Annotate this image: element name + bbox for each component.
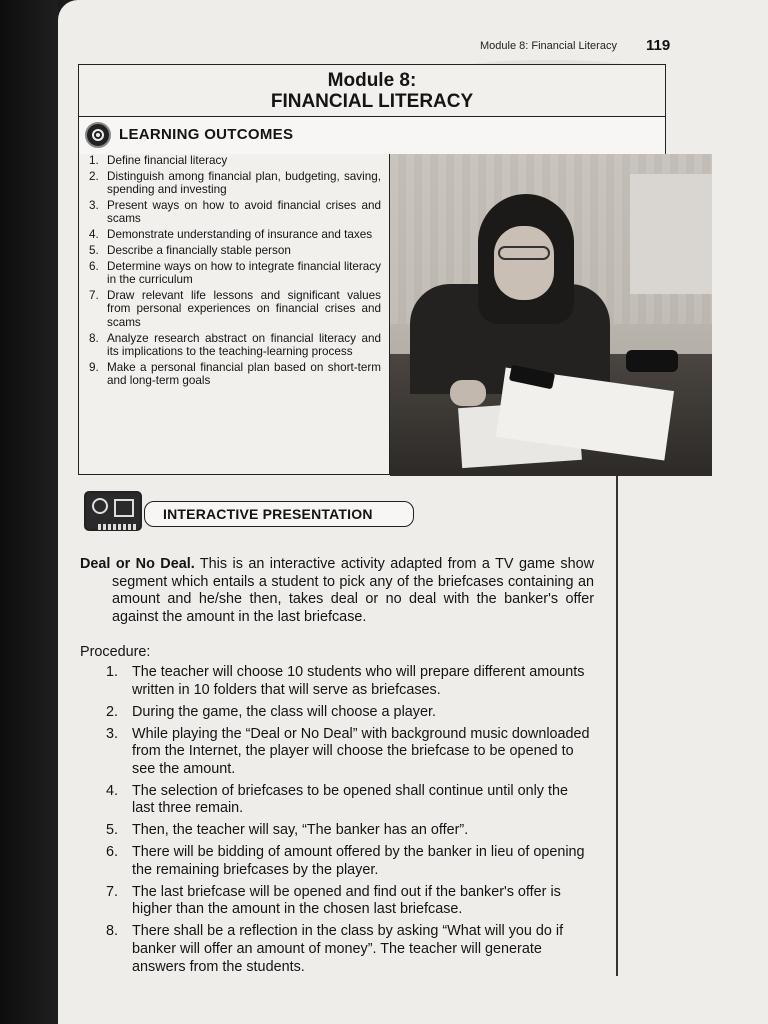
item-number: 2. <box>89 169 99 183</box>
item-number: 5. <box>106 822 119 839</box>
item-number: 5. <box>89 244 99 257</box>
running-head: Module 8: Financial Literacy <box>480 40 617 52</box>
outcome-item <box>85 289 381 329</box>
photo-pouch <box>626 350 678 372</box>
item-text: Present ways on how to avoid financial crises and scams <box>107 199 381 226</box>
item-number: 8. <box>89 331 99 345</box>
outcome-item <box>85 199 381 226</box>
learning-outcomes-box <box>78 154 390 475</box>
procedure-step <box>80 844 594 879</box>
item-text: Then, the teacher will say, “The banker has an offer”. <box>132 822 469 839</box>
item-text: The selection of briefcases to be opened shall continue until only the last three remain. <box>132 782 568 817</box>
item-text: While playing the “Deal or No Deal” with background music downloaded from the Internet, the player will choose the briefcase to be opened to see the amount. <box>132 725 590 777</box>
item-number: 2. <box>106 703 119 720</box>
procedure-step <box>80 726 594 779</box>
procedure-step <box>80 884 594 919</box>
outcome-item <box>85 170 381 197</box>
item-text: The last briefcase will be opened and find out if the banker's offer is higher than the amount in the chosen last briefcase. <box>132 883 561 918</box>
keyboard-icon <box>98 524 138 530</box>
procedure-label: Procedure: <box>80 644 151 661</box>
target-icon <box>85 122 111 148</box>
item-text: Draw relevant life lessons and significant values from personal experiences on financial crises and scams <box>107 289 381 329</box>
column-divider <box>616 476 618 976</box>
learning-outcomes-header <box>78 116 666 156</box>
outcome-item <box>85 154 381 167</box>
interactive-presentation-header <box>80 489 416 535</box>
item-text: Determine ways on how to integrate financial literacy in the curriculum <box>107 259 381 287</box>
item-number: 3. <box>89 199 99 212</box>
item-text: There shall be a reflection in the class by asking “What will you do if banker will offer an amount of money”. The teacher will generate answers from the students. <box>132 923 564 975</box>
outcome-item <box>85 244 381 257</box>
item-text: Describe a financially stable person <box>107 244 291 257</box>
outcome-item <box>85 260 381 287</box>
item-number: 9. <box>89 360 99 374</box>
module-title-number: Module 8: <box>327 70 417 91</box>
interactive-body <box>80 556 594 981</box>
photo-hand <box>450 380 486 406</box>
item-text: Demonstrate understanding of insurance and taxes <box>107 228 373 242</box>
item-text: Distinguish among financial plan, budgeting, saving, spending and investing <box>107 169 381 197</box>
outcome-item <box>85 361 381 388</box>
item-number: 8. <box>106 923 119 940</box>
procedure-step <box>80 664 594 699</box>
activity-name: Deal or No Deal. <box>80 556 195 572</box>
activity-description: This is an interactive activity adapted from a TV game show segment which entails a student to pick any of the briefcases containing an amount and he/she then, takes deal or no deal with the banker's offer against the amount in the last briefcase. <box>112 556 594 625</box>
teacher-photo <box>390 154 712 476</box>
item-number: 7. <box>106 883 119 900</box>
item-text: Analyze research abstract on financial literacy and its implications to the teaching-learning process <box>107 331 381 359</box>
photo-paper-on-wall <box>630 174 712 294</box>
activity-intro <box>80 556 594 626</box>
photo-glasses <box>498 246 550 260</box>
item-text: Make a personal financial plan based on short-term and long-term goals <box>107 360 381 388</box>
item-text: There will be bidding of amount offered by the banker in lieu of opening the remaining briefcases by the player. <box>132 844 585 878</box>
item-number: 1. <box>106 663 119 680</box>
item-number: 3. <box>106 725 119 742</box>
item-text: During the game, the class will choose a player. <box>132 703 436 720</box>
outcome-item <box>85 332 381 359</box>
item-number: 6. <box>106 844 119 861</box>
learning-outcomes-list <box>85 154 381 390</box>
procedure-steps <box>80 664 594 976</box>
book-spine-shadow <box>0 0 58 1024</box>
item-text: Define financial literacy <box>107 154 228 167</box>
photo-person-face <box>494 226 554 300</box>
item-number: 4. <box>89 228 99 242</box>
learning-outcomes-heading: LEARNING OUTCOMES <box>119 126 294 143</box>
item-number: 1. <box>89 154 99 167</box>
procedure-step <box>80 704 594 722</box>
item-number: 6. <box>89 259 99 273</box>
interactive-presentation-heading: INTERACTIVE PRESENTATION <box>163 506 373 522</box>
interactive-presentation-label-box <box>144 501 414 527</box>
procedure-step <box>80 822 594 840</box>
procedure-step <box>80 783 594 818</box>
module-title-name: FINANCIAL LITERACY <box>270 91 474 112</box>
item-number: 4. <box>106 782 119 799</box>
outcome-item <box>85 228 381 241</box>
procedure-step <box>80 923 594 976</box>
item-text: The teacher will choose 10 students who will prepare different amounts written in 10 folders that will serve as briefcases. <box>132 663 585 698</box>
item-number: 7. <box>89 289 99 302</box>
module-title-box <box>78 64 666 117</box>
page-number: 119 <box>646 37 671 54</box>
computer-icon <box>84 491 142 531</box>
